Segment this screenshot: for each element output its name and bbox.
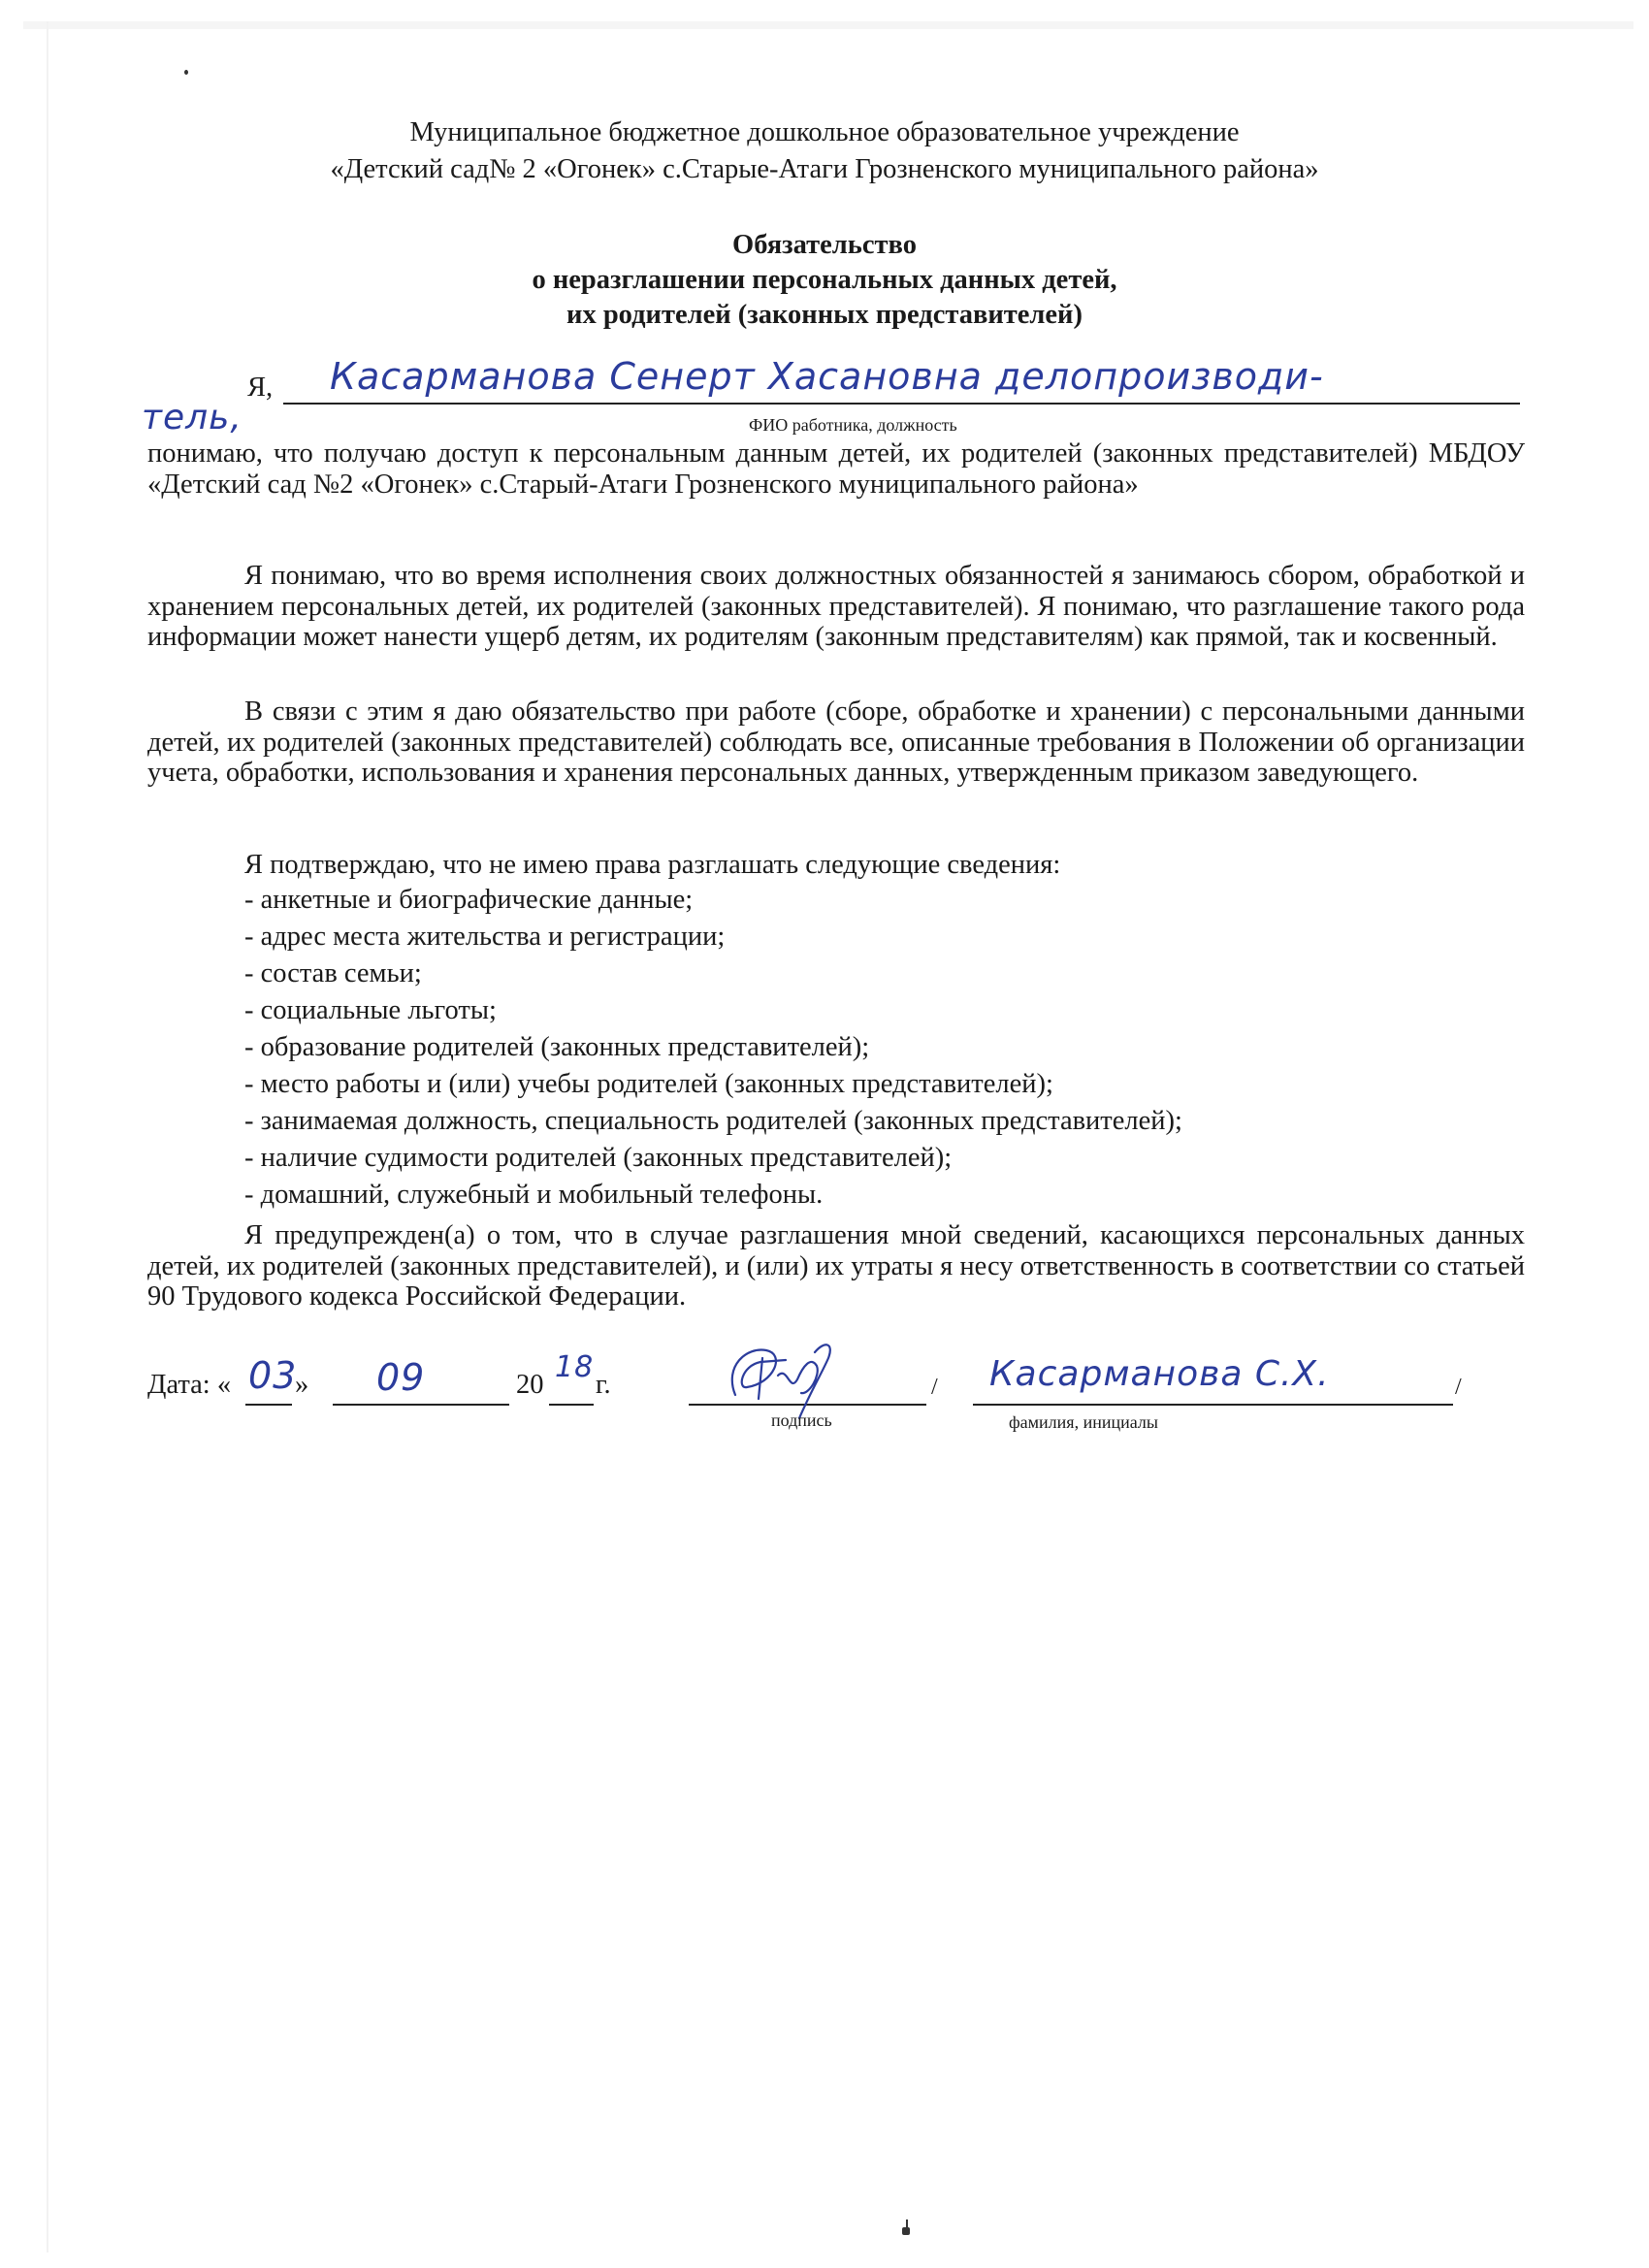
name-field-line	[973, 1404, 1453, 1406]
list-item: - домашний, служебный и мобильный телефоны.	[244, 1180, 824, 1210]
date-month-handwritten: 09	[376, 1356, 426, 1399]
declarant-name-field-line	[283, 403, 1520, 405]
declarant-handwritten-name: Касарманова Сенерт Хасановна делопроизводи-	[330, 355, 1324, 398]
paragraph-liability: Я предупрежден(а) о том, что в случае разглашения мной сведений, касающихся персональных данных детей, их родителей (законных представителей), и (или) их утраты я несу ответственность в соответствии со статьей 90 Трудового кодекса Российской Федерации.	[147, 1220, 1525, 1312]
date-label: Дата: «	[147, 1370, 232, 1400]
date-day-handwritten: 03	[248, 1354, 298, 1397]
year-field-line	[549, 1404, 594, 1406]
institution-name-line-2: «Детский сад№ 2 «Огонек» с.Старые-Атаги Грозненского муниципального района»	[330, 154, 1319, 184]
paragraph-duties: Я понимаю, что во время исполнения своих должностных обязанностей я занимаюсь сбором, обработкой и хранением персональных детей, их родителей (законных представителей). Я понимаю, что разглашение такого рода информации может нанести ущерб детям, их родителям (законным представителям) как прямой, так и косвенный.	[147, 561, 1525, 652]
month-field-line	[333, 1404, 509, 1406]
institution-name-line-1: Муниципальное бюджетное дошкольное образовательное учреждение	[409, 117, 1240, 147]
list-item: - место работы и (или) учебы родителей (законных представителей);	[244, 1069, 1053, 1099]
list-item: - наличие судимости родителей (законных представителей);	[244, 1143, 953, 1173]
scan-edge-top	[23, 21, 1633, 29]
date-day-close-quote: »	[295, 1370, 309, 1400]
date-year-handwritten: 18	[555, 1350, 595, 1384]
day-field-line	[245, 1404, 292, 1406]
paragraph-confirmation-intro: Я подтверждаю, что не имею права разглашать следующие сведения:	[244, 850, 1061, 880]
declarant-handwritten-continuation: тель,	[142, 398, 242, 437]
document-title: Обязательство	[732, 230, 917, 260]
list-item: - занимаемая должность, специальность родителей (законных представителей);	[244, 1106, 1182, 1136]
scan-speck	[906, 2219, 908, 2227]
scan-speck	[184, 70, 188, 75]
separator-slash: /	[931, 1375, 938, 1400]
scan-speck	[902, 2227, 910, 2235]
list-item: - образование родителей (законных представителей);	[244, 1032, 870, 1062]
year-suffix: г.	[596, 1370, 611, 1400]
paragraph-access: понимаю, что получаю доступ к персональным данным детей, их родителей (законных представителей) МБДОУ «Детский сад №2 «Огонек» с.Старый-Атаги Грозненского муниципального района»	[147, 438, 1525, 500]
handwritten-surname-initials: Касарманова С.Х.	[989, 1354, 1330, 1394]
scan-edge-left	[47, 21, 48, 2252]
signature-caption: подпись	[771, 1410, 832, 1430]
name-caption: фамилия, инициалы	[1009, 1412, 1158, 1432]
year-prefix: 20	[516, 1370, 544, 1400]
declarant-field-caption: ФИО работника, должность	[749, 415, 957, 435]
separator-slash: /	[1455, 1375, 1462, 1400]
document-subtitle-line-2: их родителей (законных представителей)	[566, 300, 1083, 330]
list-item: - анкетные и биографические данные;	[244, 885, 694, 915]
document-subtitle-line-1: о неразглашении персональных данных детей,	[532, 265, 1117, 295]
paragraph-obligation: В связи с этим я даю обязательство при работе (сборе, обработке и хранении) с персональными данными детей, их родителей (законных представителей) соблюдать все, описанные требования в Положении об организации учета, обработки, использования и хранения персональных данных, утвержденным приказом заведующего.	[147, 697, 1525, 788]
declarant-prefix: Я,	[247, 373, 274, 403]
list-item: - адрес места жительства и регистрации;	[244, 922, 726, 952]
list-item: - состав семьи;	[244, 958, 422, 988]
list-item: - социальные льготы;	[244, 995, 497, 1025]
